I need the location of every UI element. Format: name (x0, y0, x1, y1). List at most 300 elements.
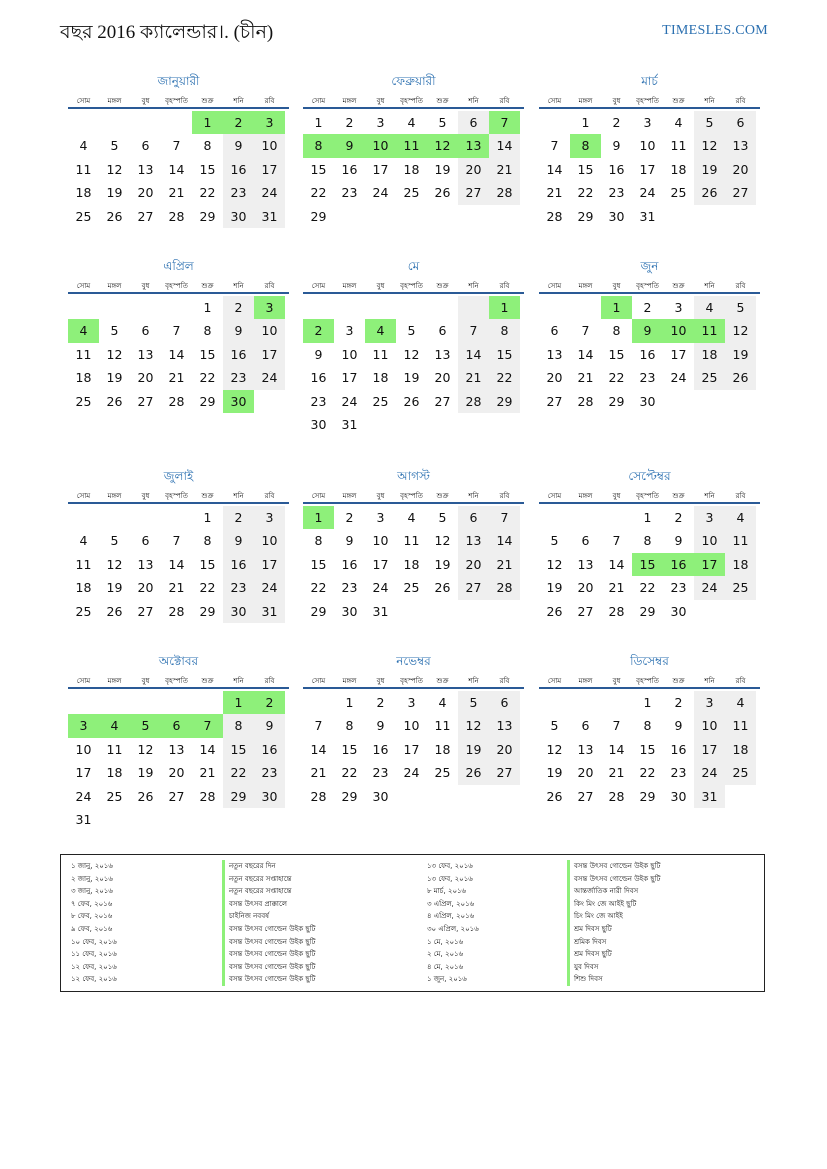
holiday-day-cell[interactable]: 3 (68, 714, 99, 737)
day-cell[interactable]: 23 (223, 366, 254, 389)
day-cell[interactable]: 9 (674, 718, 683, 734)
day-cell[interactable]: 6 (458, 111, 489, 134)
day-cell[interactable]: 12 (434, 533, 451, 549)
day-cell[interactable]: 10 (254, 529, 285, 552)
day-cell[interactable]: 16 (608, 161, 625, 177)
day-cell[interactable]: 17 (403, 741, 420, 757)
day-cell[interactable]: 5 (438, 510, 447, 525)
day-cell[interactable]: 14 (489, 529, 520, 552)
day-cell[interactable]: 2 (345, 510, 354, 525)
day-cell[interactable]: 26 (694, 181, 725, 204)
day-cell[interactable]: 23 (372, 765, 389, 781)
day-cell[interactable]: 8 (612, 323, 621, 339)
day-cell[interactable]: 21 (608, 580, 625, 596)
day-cell[interactable]: 23 (310, 393, 327, 409)
day-cell[interactable]: 9 (674, 533, 683, 549)
day-cell[interactable]: 21 (310, 765, 327, 781)
day-cell[interactable]: 24 (670, 370, 687, 386)
day-cell[interactable]: 30 (223, 205, 254, 228)
day-cell[interactable]: 7 (550, 138, 559, 154)
day-cell[interactable]: 18 (403, 556, 420, 572)
day-cell[interactable]: 28 (608, 788, 625, 804)
day-cell[interactable]: 27 (434, 393, 451, 409)
day-cell[interactable]: 2 (643, 300, 652, 315)
day-cell[interactable]: 19 (434, 161, 451, 177)
day-cell[interactable]: 5 (725, 296, 756, 319)
day-cell[interactable]: 26 (725, 366, 756, 389)
day-cell[interactable]: 23 (670, 765, 687, 781)
day-cell[interactable]: 22 (639, 765, 656, 781)
day-cell[interactable]: 30 (310, 416, 327, 432)
day-cell[interactable]: 18 (106, 765, 123, 781)
day-cell[interactable]: 15 (608, 346, 625, 362)
day-cell[interactable]: 25 (403, 185, 420, 201)
day-cell[interactable]: 24 (372, 185, 389, 201)
day-cell[interactable]: 21 (458, 366, 489, 389)
day-cell[interactable]: 24 (254, 366, 285, 389)
day-cell[interactable]: 1 (203, 300, 212, 315)
day-cell[interactable]: 9 (254, 714, 285, 737)
day-cell[interactable]: 2 (612, 115, 621, 130)
day-cell[interactable]: 19 (403, 370, 420, 386)
holiday-day-cell[interactable]: 1 (192, 111, 223, 134)
holiday-day-cell[interactable]: 7 (192, 714, 223, 737)
day-cell[interactable]: 13 (137, 346, 154, 362)
day-cell[interactable]: 2 (674, 510, 683, 525)
day-cell[interactable]: 31 (341, 416, 358, 432)
day-cell[interactable]: 29 (639, 788, 656, 804)
day-cell[interactable]: 27 (546, 393, 563, 409)
day-cell[interactable]: 28 (168, 208, 185, 224)
day-cell[interactable]: 11 (725, 529, 756, 552)
holiday-day-cell[interactable]: 4 (99, 714, 130, 737)
day-cell[interactable]: 28 (608, 603, 625, 619)
day-cell[interactable]: 27 (725, 181, 756, 204)
day-cell[interactable]: 3 (674, 300, 683, 315)
day-cell[interactable]: 3 (407, 695, 416, 710)
holiday-day-cell[interactable]: 2 (254, 691, 285, 714)
day-cell[interactable]: 9 (376, 718, 385, 734)
day-cell[interactable]: 1 (345, 695, 354, 710)
day-cell[interactable]: 5 (110, 323, 119, 339)
day-cell[interactable]: 8 (223, 714, 254, 737)
day-cell[interactable]: 18 (75, 370, 92, 386)
day-cell[interactable]: 3 (376, 510, 385, 525)
day-cell[interactable]: 17 (75, 765, 92, 781)
day-cell[interactable]: 12 (403, 346, 420, 362)
day-cell[interactable]: 10 (694, 529, 725, 552)
day-cell[interactable]: 19 (137, 765, 154, 781)
day-cell[interactable]: 9 (612, 138, 621, 154)
day-cell[interactable]: 13 (577, 741, 594, 757)
day-cell[interactable]: 28 (310, 788, 327, 804)
holiday-day-cell[interactable]: 11 (396, 134, 427, 157)
day-cell[interactable]: 14 (168, 346, 185, 362)
day-cell[interactable]: 9 (345, 533, 354, 549)
day-cell[interactable]: 14 (458, 343, 489, 366)
day-cell[interactable]: 12 (106, 346, 123, 362)
day-cell[interactable]: 15 (577, 161, 594, 177)
day-cell[interactable]: 21 (546, 185, 563, 201)
day-cell[interactable]: 14 (489, 134, 520, 157)
holiday-day-cell[interactable]: 4 (68, 319, 99, 342)
day-cell[interactable]: 29 (639, 603, 656, 619)
day-cell[interactable]: 5 (550, 533, 559, 549)
day-cell[interactable]: 12 (725, 319, 756, 342)
day-cell[interactable]: 20 (577, 580, 594, 596)
day-cell[interactable]: 17 (254, 343, 285, 366)
day-cell[interactable]: 25 (75, 393, 92, 409)
day-cell[interactable]: 6 (141, 323, 150, 339)
holiday-day-cell[interactable]: 9 (334, 134, 365, 157)
day-cell[interactable]: 7 (612, 533, 621, 549)
day-cell[interactable]: 4 (725, 691, 756, 714)
day-cell[interactable]: 31 (254, 205, 285, 228)
holiday-day-cell[interactable]: 1 (489, 296, 520, 319)
day-cell[interactable]: 9 (223, 319, 254, 342)
day-cell[interactable]: 12 (106, 556, 123, 572)
day-cell[interactable]: 11 (670, 138, 687, 154)
day-cell[interactable]: 30 (670, 603, 687, 619)
day-cell[interactable]: 11 (372, 346, 389, 362)
day-cell[interactable]: 24 (254, 576, 285, 599)
day-cell[interactable]: 4 (79, 533, 88, 549)
day-cell[interactable]: 17 (372, 556, 389, 572)
day-cell[interactable]: 13 (546, 346, 563, 362)
day-cell[interactable]: 20 (546, 370, 563, 386)
holiday-day-cell[interactable]: 10 (663, 319, 694, 342)
day-cell[interactable]: 16 (372, 741, 389, 757)
day-cell[interactable]: 29 (341, 788, 358, 804)
day-cell[interactable]: 8 (203, 138, 212, 154)
day-cell[interactable]: 23 (639, 370, 656, 386)
day-cell[interactable]: 3 (376, 115, 385, 130)
day-cell[interactable]: 21 (168, 185, 185, 201)
day-cell[interactable]: 7 (612, 718, 621, 734)
day-cell[interactable]: 21 (489, 553, 520, 576)
holiday-day-cell[interactable]: 1 (303, 506, 334, 529)
day-cell[interactable]: 22 (310, 185, 327, 201)
day-cell[interactable]: 10 (639, 138, 656, 154)
day-cell[interactable]: 8 (643, 718, 652, 734)
day-cell[interactable]: 24 (403, 765, 420, 781)
day-cell[interactable]: 17 (639, 161, 656, 177)
holiday-day-cell[interactable]: 16 (663, 553, 694, 576)
day-cell[interactable]: 13 (168, 741, 185, 757)
site-link[interactable]: TIMESLES.COM (662, 23, 768, 38)
holiday-day-cell[interactable]: 15 (632, 553, 663, 576)
day-cell[interactable]: 27 (137, 393, 154, 409)
day-cell[interactable]: 29 (199, 603, 216, 619)
day-cell[interactable]: 14 (577, 346, 594, 362)
day-cell[interactable]: 20 (137, 185, 154, 201)
day-cell[interactable]: 27 (577, 603, 594, 619)
day-cell[interactable]: 28 (458, 390, 489, 413)
day-cell[interactable]: 26 (546, 788, 563, 804)
holiday-day-cell[interactable]: 17 (694, 553, 725, 576)
day-cell[interactable]: 26 (434, 185, 451, 201)
day-cell[interactable]: 22 (310, 580, 327, 596)
day-cell[interactable]: 26 (137, 788, 154, 804)
day-cell[interactable]: 18 (403, 161, 420, 177)
day-cell[interactable]: 18 (670, 161, 687, 177)
day-cell[interactable]: 22 (199, 580, 216, 596)
day-cell[interactable]: 14 (608, 741, 625, 757)
day-cell[interactable]: 21 (489, 158, 520, 181)
day-cell[interactable]: 5 (110, 138, 119, 154)
day-cell[interactable]: 26 (458, 761, 489, 784)
day-cell[interactable]: 16 (341, 161, 358, 177)
day-cell[interactable]: 6 (489, 691, 520, 714)
day-cell[interactable]: 27 (489, 761, 520, 784)
day-cell[interactable]: 31 (254, 600, 285, 623)
day-cell[interactable]: 12 (458, 714, 489, 737)
day-cell[interactable]: 22 (199, 370, 216, 386)
day-cell[interactable]: 18 (694, 343, 725, 366)
day-cell[interactable]: 16 (254, 738, 285, 761)
day-cell[interactable]: 13 (137, 556, 154, 572)
holiday-day-cell[interactable]: 5 (130, 714, 161, 737)
day-cell[interactable]: 9 (314, 346, 323, 362)
day-cell[interactable]: 28 (546, 208, 563, 224)
day-cell[interactable]: 6 (458, 506, 489, 529)
day-cell[interactable]: 25 (75, 208, 92, 224)
day-cell[interactable]: 31 (639, 208, 656, 224)
holiday-day-cell[interactable]: 3 (254, 111, 285, 134)
day-cell[interactable]: 24 (75, 788, 92, 804)
day-cell[interactable]: 11 (75, 556, 92, 572)
day-cell[interactable]: 28 (168, 393, 185, 409)
day-cell[interactable]: 9 (223, 529, 254, 552)
day-cell[interactable]: 9 (223, 134, 254, 157)
day-cell[interactable]: 30 (341, 603, 358, 619)
day-cell[interactable]: 20 (725, 158, 756, 181)
holiday-day-cell[interactable]: 30 (223, 390, 254, 413)
day-cell[interactable]: 20 (458, 158, 489, 181)
day-cell[interactable]: 23 (254, 761, 285, 784)
day-cell[interactable]: 15 (489, 343, 520, 366)
day-cell[interactable]: 4 (694, 296, 725, 319)
holiday-day-cell[interactable]: 8 (570, 134, 601, 157)
day-cell[interactable]: 22 (639, 580, 656, 596)
day-cell[interactable]: 16 (223, 553, 254, 576)
day-cell[interactable]: 10 (75, 741, 92, 757)
day-cell[interactable]: 21 (168, 370, 185, 386)
day-cell[interactable]: 3 (345, 323, 354, 339)
day-cell[interactable]: 17 (372, 161, 389, 177)
day-cell[interactable]: 10 (254, 134, 285, 157)
day-cell[interactable]: 10 (403, 718, 420, 734)
day-cell[interactable]: 31 (694, 785, 725, 808)
day-cell[interactable]: 25 (403, 580, 420, 596)
day-cell[interactable]: 26 (434, 580, 451, 596)
day-cell[interactable]: 15 (310, 556, 327, 572)
day-cell[interactable]: 1 (581, 115, 590, 130)
day-cell[interactable]: 18 (372, 370, 389, 386)
day-cell[interactable]: 26 (106, 603, 123, 619)
day-cell[interactable]: 2 (376, 695, 385, 710)
day-cell[interactable]: 18 (75, 580, 92, 596)
day-cell[interactable]: 16 (223, 343, 254, 366)
day-cell[interactable]: 5 (458, 691, 489, 714)
day-cell[interactable]: 2 (223, 506, 254, 529)
day-cell[interactable]: 4 (438, 695, 447, 710)
day-cell[interactable]: 31 (372, 603, 389, 619)
holiday-day-cell[interactable]: 1 (223, 691, 254, 714)
day-cell[interactable]: 1 (643, 695, 652, 710)
day-cell[interactable]: 1 (314, 115, 323, 130)
day-cell[interactable]: 17 (670, 346, 687, 362)
day-cell[interactable]: 20 (137, 370, 154, 386)
day-cell[interactable]: 22 (341, 765, 358, 781)
day-cell[interactable]: 29 (489, 390, 520, 413)
day-cell[interactable]: 30 (254, 785, 285, 808)
holiday-day-cell[interactable]: 8 (303, 134, 334, 157)
day-cell[interactable]: 25 (372, 393, 389, 409)
day-cell[interactable]: 20 (458, 553, 489, 576)
day-cell[interactable]: 8 (643, 533, 652, 549)
day-cell[interactable]: 19 (546, 580, 563, 596)
day-cell[interactable]: 17 (254, 553, 285, 576)
day-cell[interactable]: 25 (434, 765, 451, 781)
day-cell[interactable]: 20 (137, 580, 154, 596)
day-cell[interactable]: 26 (546, 603, 563, 619)
day-cell[interactable]: 19 (694, 158, 725, 181)
day-cell[interactable]: 4 (674, 115, 683, 130)
day-cell[interactable]: 16 (670, 741, 687, 757)
day-cell[interactable]: 2 (345, 115, 354, 130)
day-cell[interactable]: 30 (639, 393, 656, 409)
day-cell[interactable]: 15 (223, 738, 254, 761)
day-cell[interactable]: 23 (608, 185, 625, 201)
day-cell[interactable]: 25 (694, 366, 725, 389)
day-cell[interactable]: 6 (550, 323, 559, 339)
day-cell[interactable]: 19 (546, 765, 563, 781)
day-cell[interactable]: 23 (223, 576, 254, 599)
day-cell[interactable]: 2 (223, 296, 254, 319)
day-cell[interactable]: 15 (310, 161, 327, 177)
day-cell[interactable]: 7 (458, 319, 489, 342)
day-cell[interactable]: 29 (223, 785, 254, 808)
day-cell[interactable]: 6 (141, 138, 150, 154)
holiday-day-cell[interactable]: 2 (223, 111, 254, 134)
day-cell[interactable]: 28 (577, 393, 594, 409)
day-cell[interactable]: 21 (168, 580, 185, 596)
day-cell[interactable]: 20 (434, 370, 451, 386)
day-cell[interactable]: 17 (694, 738, 725, 761)
day-cell[interactable]: 10 (372, 533, 389, 549)
holiday-day-cell[interactable]: 1 (601, 296, 632, 319)
day-cell[interactable]: 29 (310, 603, 327, 619)
day-cell[interactable]: 11 (403, 533, 420, 549)
day-cell[interactable]: 19 (106, 580, 123, 596)
day-cell[interactable]: 19 (458, 738, 489, 761)
day-cell[interactable]: 15 (199, 556, 216, 572)
day-cell[interactable]: 13 (434, 346, 451, 362)
holiday-day-cell[interactable]: 12 (427, 134, 458, 157)
day-cell[interactable]: 7 (172, 323, 181, 339)
day-cell[interactable]: 27 (458, 181, 489, 204)
day-cell[interactable]: 6 (725, 111, 756, 134)
day-cell[interactable]: 5 (110, 533, 119, 549)
day-cell[interactable]: 24 (341, 393, 358, 409)
holiday-day-cell[interactable]: 2 (303, 319, 334, 342)
day-cell[interactable]: 11 (725, 714, 756, 737)
day-cell[interactable]: 8 (489, 319, 520, 342)
day-cell[interactable]: 26 (106, 393, 123, 409)
holiday-day-cell[interactable]: 6 (161, 714, 192, 737)
day-cell[interactable]: 5 (407, 323, 416, 339)
day-cell[interactable]: 8 (203, 323, 212, 339)
day-cell[interactable]: 4 (407, 115, 416, 130)
day-cell[interactable]: 3 (254, 506, 285, 529)
day-cell[interactable]: 30 (372, 788, 389, 804)
day-cell[interactable]: 30 (608, 208, 625, 224)
day-cell[interactable]: 27 (458, 576, 489, 599)
day-cell[interactable]: 31 (75, 811, 92, 827)
day-cell[interactable]: 22 (199, 185, 216, 201)
day-cell[interactable]: 11 (75, 346, 92, 362)
day-cell[interactable]: 8 (314, 533, 323, 549)
day-cell[interactable]: 27 (137, 603, 154, 619)
day-cell[interactable]: 10 (694, 714, 725, 737)
day-cell[interactable]: 23 (341, 580, 358, 596)
day-cell[interactable]: 29 (199, 393, 216, 409)
day-cell[interactable]: 6 (581, 718, 590, 734)
day-cell[interactable]: 7 (172, 138, 181, 154)
day-cell[interactable]: 22 (608, 370, 625, 386)
day-cell[interactable]: 15 (639, 741, 656, 757)
day-cell[interactable]: 25 (106, 788, 123, 804)
day-cell[interactable]: 18 (725, 738, 756, 761)
day-cell[interactable]: 30 (223, 600, 254, 623)
day-cell[interactable]: 18 (75, 185, 92, 201)
day-cell[interactable]: 23 (341, 185, 358, 201)
day-cell[interactable]: 25 (725, 576, 756, 599)
day-cell[interactable]: 28 (199, 788, 216, 804)
day-cell[interactable]: 24 (639, 185, 656, 201)
day-cell[interactable]: 8 (203, 533, 212, 549)
day-cell[interactable]: 13 (137, 161, 154, 177)
holiday-day-cell[interactable]: 9 (632, 319, 663, 342)
day-cell[interactable]: 25 (725, 761, 756, 784)
day-cell[interactable]: 21 (577, 370, 594, 386)
day-cell[interactable]: 14 (168, 556, 185, 572)
day-cell[interactable]: 6 (141, 533, 150, 549)
day-cell[interactable]: 4 (407, 510, 416, 525)
day-cell[interactable]: 25 (75, 603, 92, 619)
day-cell[interactable]: 22 (223, 761, 254, 784)
day-cell[interactable]: 16 (310, 370, 327, 386)
day-cell[interactable]: 19 (106, 370, 123, 386)
day-cell[interactable]: 12 (137, 741, 154, 757)
day-cell[interactable]: 14 (608, 556, 625, 572)
day-cell[interactable]: 17 (341, 370, 358, 386)
holiday-day-cell[interactable]: 3 (254, 296, 285, 319)
day-cell[interactable]: 21 (199, 765, 216, 781)
day-cell[interactable]: 24 (254, 181, 285, 204)
day-cell[interactable]: 5 (694, 111, 725, 134)
day-cell[interactable]: 4 (725, 506, 756, 529)
day-cell[interactable]: 28 (489, 576, 520, 599)
day-cell[interactable]: 15 (199, 161, 216, 177)
day-cell[interactable]: 26 (106, 208, 123, 224)
day-cell[interactable]: 10 (254, 319, 285, 342)
day-cell[interactable]: 7 (314, 718, 323, 734)
day-cell[interactable]: 15 (341, 741, 358, 757)
day-cell[interactable]: 3 (694, 691, 725, 714)
day-cell[interactable]: 6 (438, 323, 447, 339)
